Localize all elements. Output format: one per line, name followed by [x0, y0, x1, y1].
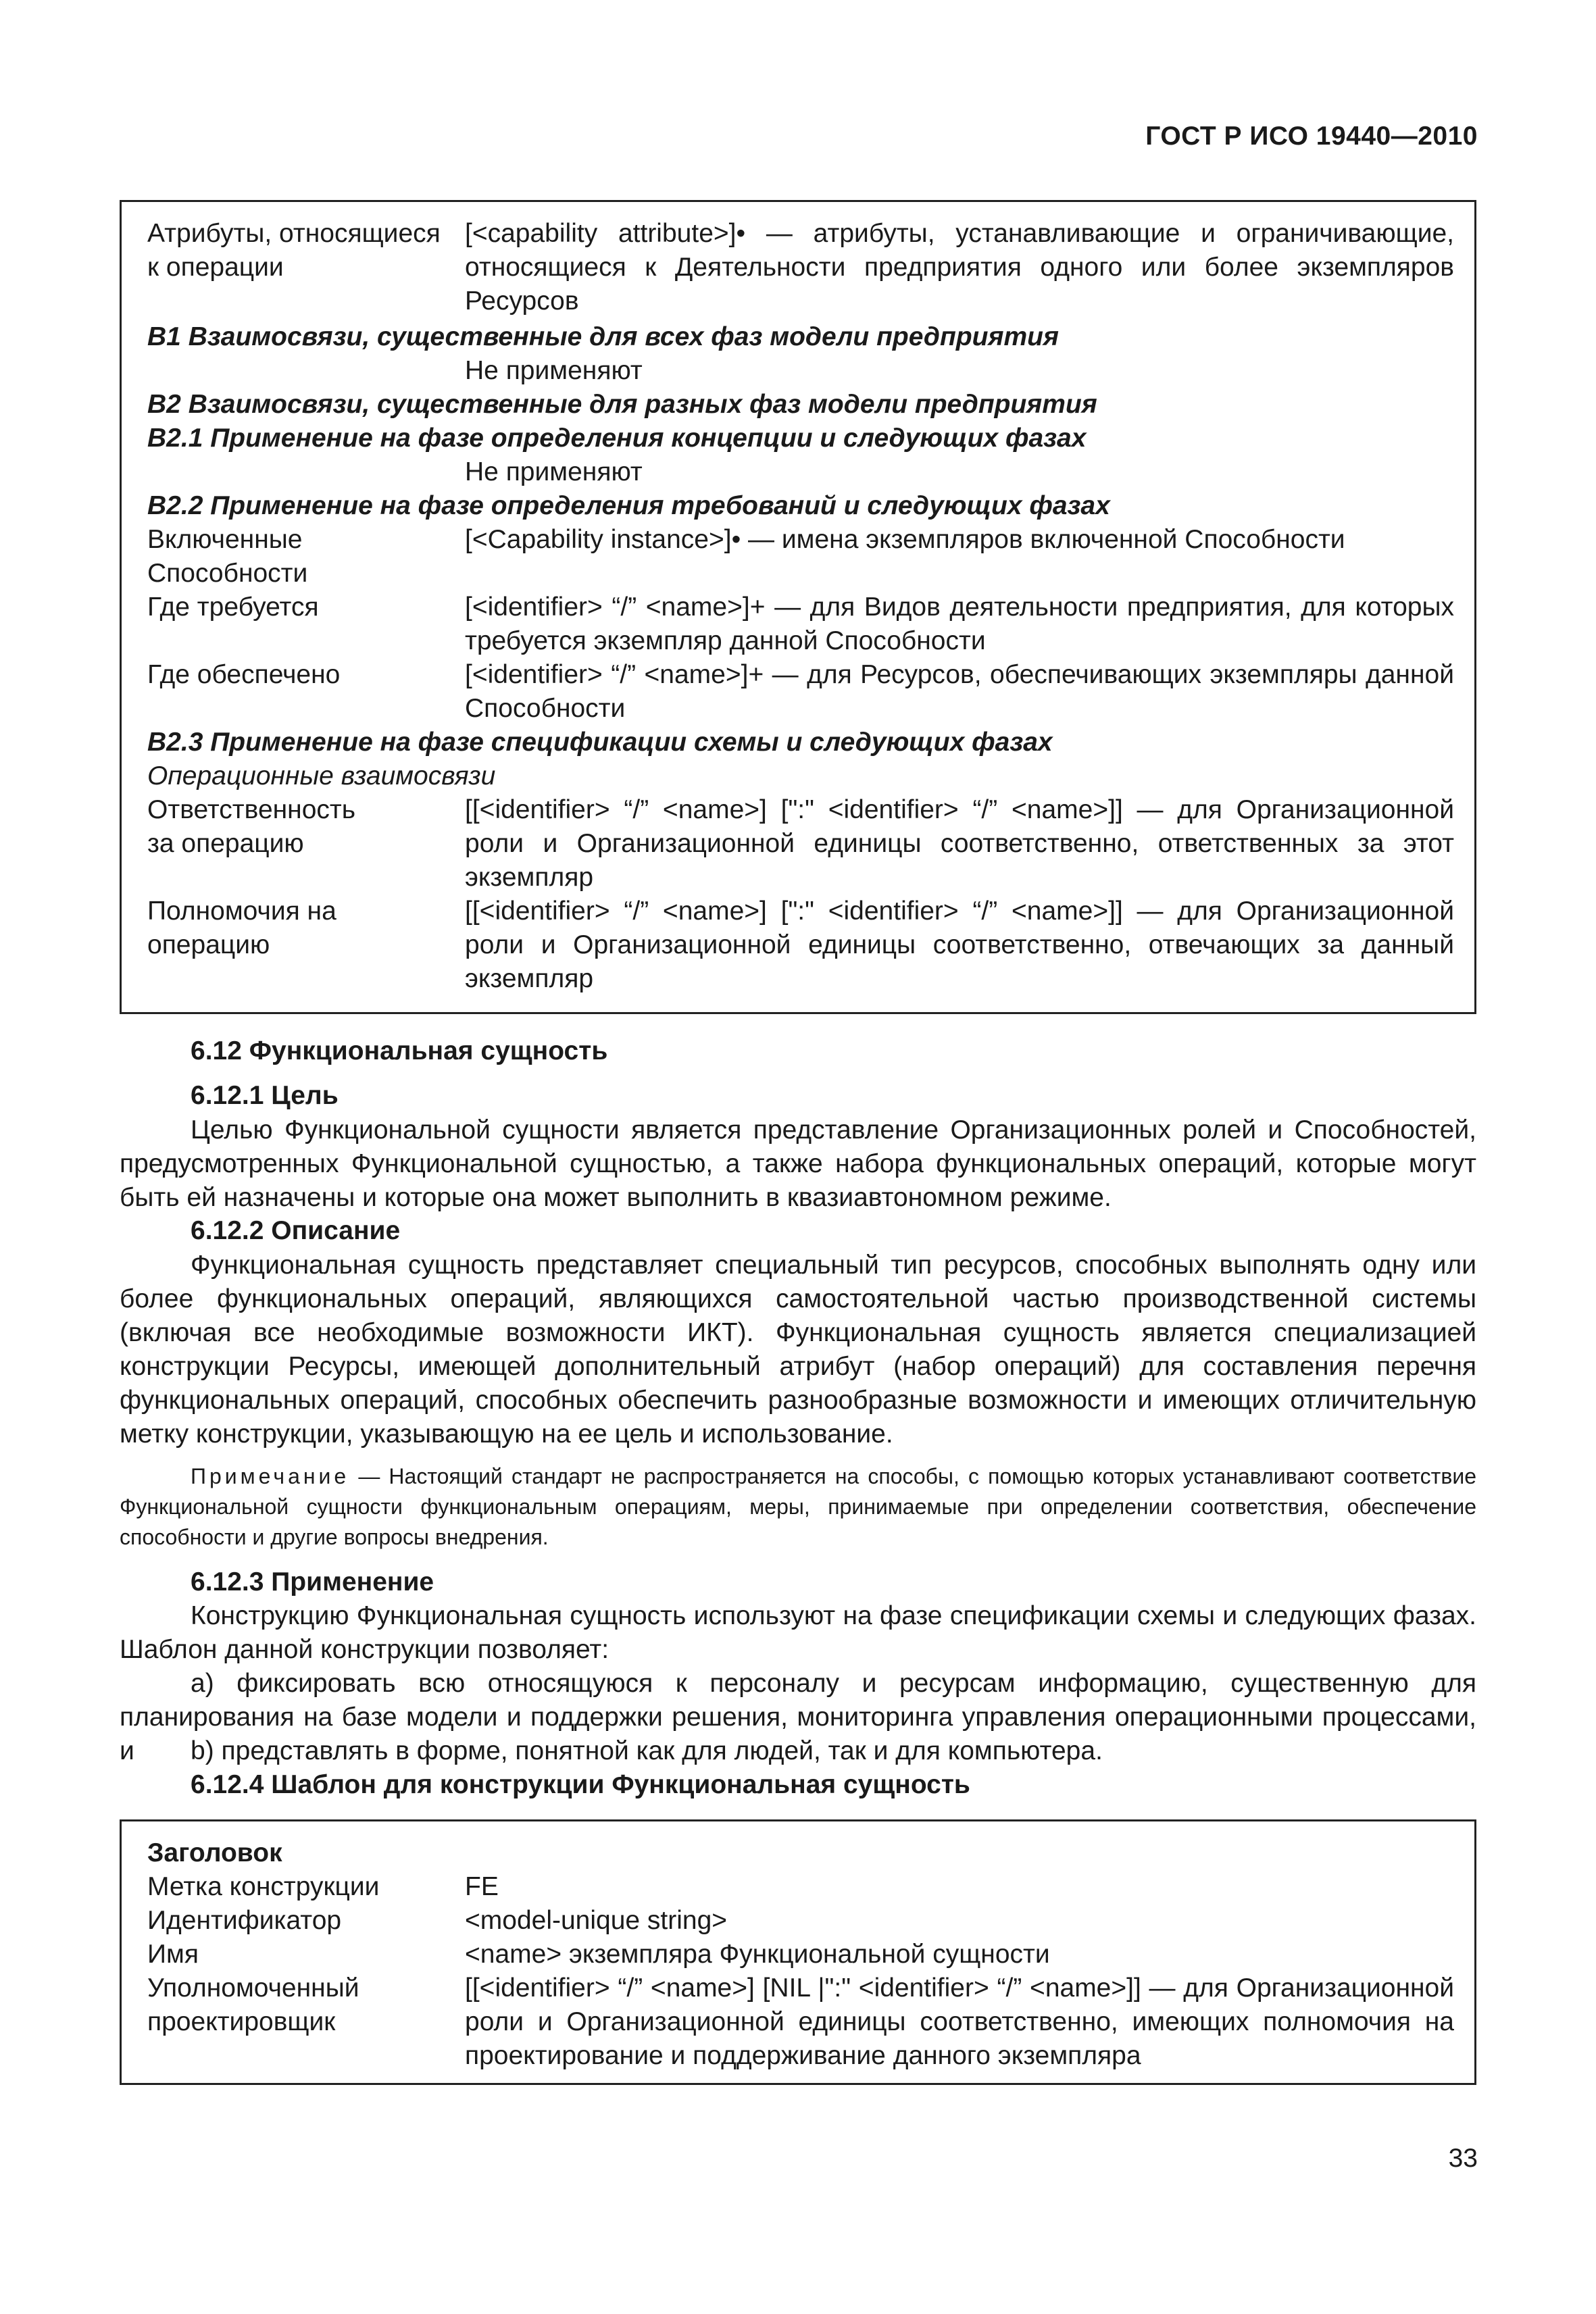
subheading: В2.3 Применение на фазе спецификации схемы и следующих фазах: [147, 728, 1053, 757]
row-value: Не применяют: [465, 457, 643, 486]
row-label: Включенные Способности: [147, 525, 308, 588]
list-item: b) представлять в форме, понятной как для людей, так и для компьютера.: [191, 1736, 1103, 1765]
row-value: [[<identifier> “/” <name>] [NIL |":" <identifier> “/” <name>]] — для Организационной роли и Организационной единицы соответственно, имеющих полномочия на проектирование и поддерживание данного экземпляра: [465, 1973, 1454, 2070]
section-heading: 6.12.2 Описание: [191, 1216, 401, 1245]
row-label: Ответственность за операцию: [147, 795, 356, 858]
section-heading: 6.12.1 Цель: [191, 1081, 339, 1110]
note-text: — Настоящий стандарт не распространяется на способы, с помощью которых устанавливают соответствие Функциональной сущности функциональным операциям, меры, принимаемые при определении соответствия, обеспечение способности и другие вопросы внедрения.: [120, 1464, 1477, 1549]
document-header: ГОСТ Р ИСО 19440—2010: [1145, 122, 1478, 151]
row-label: Идентификатор: [147, 1906, 342, 1935]
table-title: Заголовок: [147, 1838, 282, 1867]
row-label: Где обеспечено: [147, 660, 341, 689]
subheading: В2 Взаимосвязи, существенные для разных фаз модели предприятия: [147, 390, 1097, 419]
subheading: В2.2 Применение на фазе определения требований и следующих фазах: [147, 491, 1110, 520]
row-value: [<identifier> “/” <name>]+ — для Видов деятельности предприятия, для которых требуется экземпляр данной Способности: [465, 593, 1454, 655]
row-label: Полномочия на операцию: [147, 897, 336, 959]
row-value: [[<identifier> “/” <name>] [":" <identifier> “/” <name>]] — для Организационной роли и Организационной единицы соответственно, отвечающих за данный экземпляр: [465, 897, 1454, 993]
section-heading: 6.12 Функциональная сущность: [191, 1036, 608, 1065]
row-label: Метка конструкции: [147, 1872, 380, 1901]
row-value: Не применяют: [465, 356, 643, 385]
row-value: <name> экземпляра Функциональной сущности: [465, 1940, 1050, 1969]
italic-label: Операционные взаимосвязи: [147, 761, 496, 790]
row-label: Уполномоченный проектировщик: [147, 1973, 359, 2036]
subheading: В1 Взаимосвязи, существенные для всех фаз модели предприятия: [147, 322, 1059, 351]
list-item: а) фиксировать всю относящуюся к персоналу и ресурсам информацию, существенную для планирования на базе модели и поддержки решения, мониторинга управления операционными процессами, и: [120, 1669, 1476, 1765]
row-value: [<identifier> “/” <name>]+ — для Ресурсов, обеспечивающих экземпляры данной Способности: [465, 660, 1454, 723]
note-label: Примечание: [191, 1464, 350, 1488]
row-value: [[<identifier> “/” <name>] [":" <identifier> “/” <name>]] — для Организационной роли и Организационной единицы соответственно, ответственных за этот экземпляр: [465, 795, 1454, 892]
row-label: Атрибуты, относящиеся к операции: [147, 219, 441, 282]
section-heading: 6.12.4 Шаблон для конструкции Функциональная сущность: [191, 1770, 970, 1799]
subheading: В2.1 Применение на фазе определения концепции и следующих фазах: [147, 424, 1087, 453]
template-table: [120, 1819, 1476, 2085]
paragraph: Конструкцию Функциональная сущность используют на фазе спецификации схемы и следующих фазах. Шаблон данной конструкции позволяет:: [120, 1601, 1476, 1664]
row-value: [<Capability instance>]• — имена экземпляров включенной Способности: [465, 525, 1345, 554]
row-value: [<capability attribute>]• — атрибуты, устанавливающие и ограничивающие, относящиеся к Деятельности предприятия одного или более экземпляров Ресурсов: [465, 219, 1454, 316]
note: [120, 1461, 1476, 1553]
row-label: Имя: [147, 1940, 199, 1969]
attributes-table: [120, 200, 1476, 1014]
page-number: 33: [1448, 2144, 1478, 2173]
row-value: <model-unique string>: [465, 1906, 728, 1935]
paragraph: Целью Функциональной сущности является представление Организационных ролей и Способностей, предусмотренных Функциональной сущностью, а также набора функциональных операций, которые могут быть ей назначены и которые она может выполнить в квазиавтономном режиме.: [120, 1115, 1476, 1212]
row-label: Где требуется: [147, 593, 319, 622]
section-heading: 6.12.3 Применение: [191, 1567, 434, 1596]
row-value: FE: [465, 1872, 499, 1901]
paragraph: Функциональная сущность представляет специальный тип ресурсов, способных выполнять одну или более функциональных операций, являющихся самостоятельной частью производственной системы (включая все необходимые возможности ИКТ). Функциональная сущность является специализацией конструкции Ресурсы, имеющей дополнительный атрибут (набор операций) для составления перечня функциональных операций, способных обеспечить разнообразные возможности и имеющих отличительную метку конструкции, указывающую на ее цель и использование.: [120, 1251, 1476, 1449]
